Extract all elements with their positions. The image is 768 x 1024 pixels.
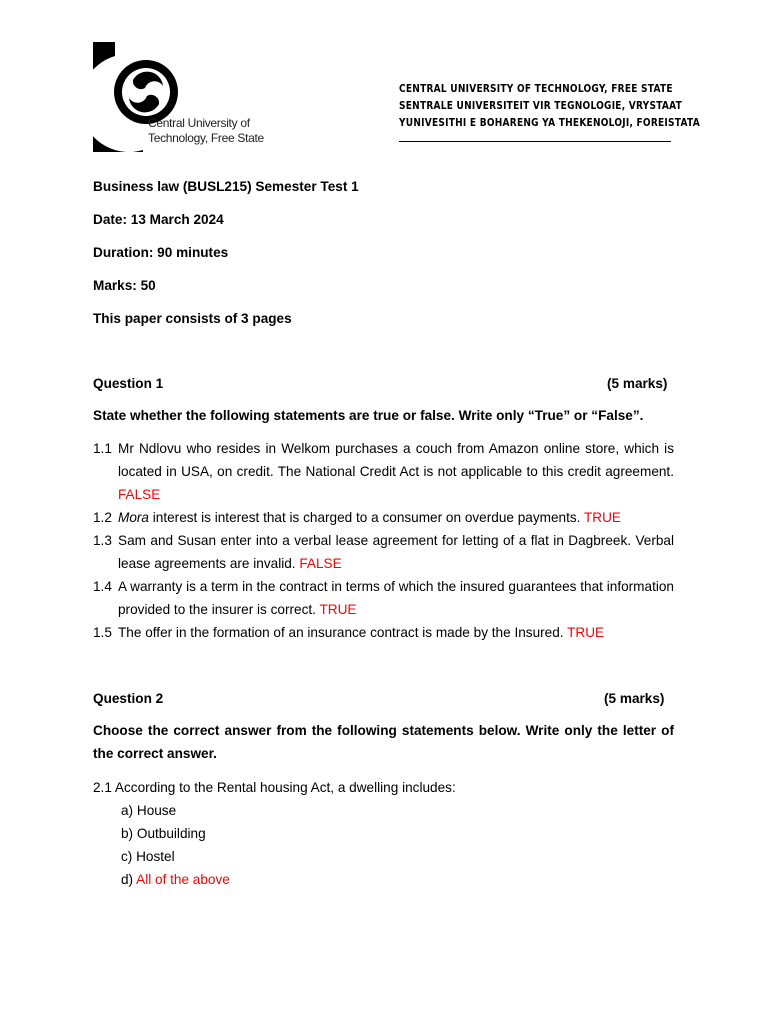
logo-text-line2: Technology, Free State	[148, 131, 264, 145]
option-letter: c)	[121, 849, 133, 864]
option-text: Hostel	[136, 849, 175, 864]
question-item	[93, 575, 674, 621]
header-line-english: CENTRAL UNIVERSITY OF TECHNOLOGY, FREE STATE	[399, 82, 673, 95]
item-text: The offer in the formation of an insurance contract is made by the Insured.	[118, 625, 564, 640]
option-a	[121, 799, 176, 822]
university-logo	[93, 42, 283, 152]
page-count: This paper consists of 3 pages	[93, 311, 292, 326]
question-item	[93, 529, 674, 575]
question-item	[93, 437, 674, 506]
item-number: 1.3	[93, 533, 112, 548]
item-number: 1.2	[93, 510, 112, 525]
item-text: interest is interest that is charged to a consumer on overdue payments.	[148, 510, 581, 525]
item-text: A warranty is a term in the contract in terms of which the insured guarantees that information provided to the insurer is correct.	[118, 579, 674, 617]
question2-title: Question 2	[93, 691, 164, 706]
item-number: 1.1	[93, 441, 112, 456]
option-letter: a)	[121, 803, 134, 818]
item-text: Mr Ndlovu who resides in Welkom purchases a couch from Amazon online store, which is located in USA, on credit. The National Credit Act is not applicable to this credit agreement.	[118, 441, 674, 479]
question-item	[93, 621, 674, 644]
question-item	[93, 506, 674, 529]
header-line-sesotho: YUNIVESITHI E BOHARENG YA THEKENOLOJI, FOREISTATA	[399, 116, 700, 129]
item-answer: TRUE	[319, 602, 357, 617]
test-date: Date: 13 March 2024	[93, 212, 224, 227]
option-d	[121, 868, 230, 891]
item-number: 1.5	[93, 625, 112, 640]
course-title: Business law (BUSL215) Semester Test 1	[93, 179, 359, 194]
item-answer: TRUE	[583, 510, 621, 525]
question1-instruction: State whether the following statements are true or false. Write only “True” or “False”.	[93, 408, 644, 423]
logo-text-line1: Central University of	[148, 116, 250, 130]
university-header	[399, 80, 766, 131]
header-line-afrikaans: SENTRALE UNIVERSITEIT VIR TEGNOLOGIE, VRYSTAAT	[399, 99, 683, 112]
item-number: 1.4	[93, 579, 112, 594]
option-c	[121, 845, 175, 868]
header-divider	[399, 141, 671, 142]
item-answer: FALSE	[118, 487, 161, 502]
item-answer: FALSE	[299, 556, 342, 571]
question1-title: Question 1	[93, 376, 164, 391]
option-text: House	[136, 803, 177, 818]
question-2-1-text: 2.1 According to the Rental housing Act, a dwelling includes:	[93, 780, 456, 795]
option-text: Outbuilding	[136, 826, 206, 841]
option-text-answer: All of the above	[136, 872, 230, 887]
option-b	[121, 822, 206, 845]
item-italic-term: Mora	[118, 510, 149, 525]
item-answer: TRUE	[567, 625, 605, 640]
option-letter: b)	[121, 826, 134, 841]
item-text: Sam and Susan enter into a verbal lease agreement for letting of a flat in Dagbreek. Verbal lease agreements are invalid.	[118, 533, 674, 571]
test-marks: Marks: 50	[93, 278, 156, 293]
question2-instruction: Choose the correct answer from the following statements below. Write only the letter of the correct answer.	[93, 723, 674, 761]
test-duration: Duration: 90 minutes	[93, 245, 229, 260]
question2-marks: (5 marks)	[604, 691, 665, 706]
option-letter: d)	[121, 872, 134, 887]
question1-marks: (5 marks)	[607, 376, 668, 391]
